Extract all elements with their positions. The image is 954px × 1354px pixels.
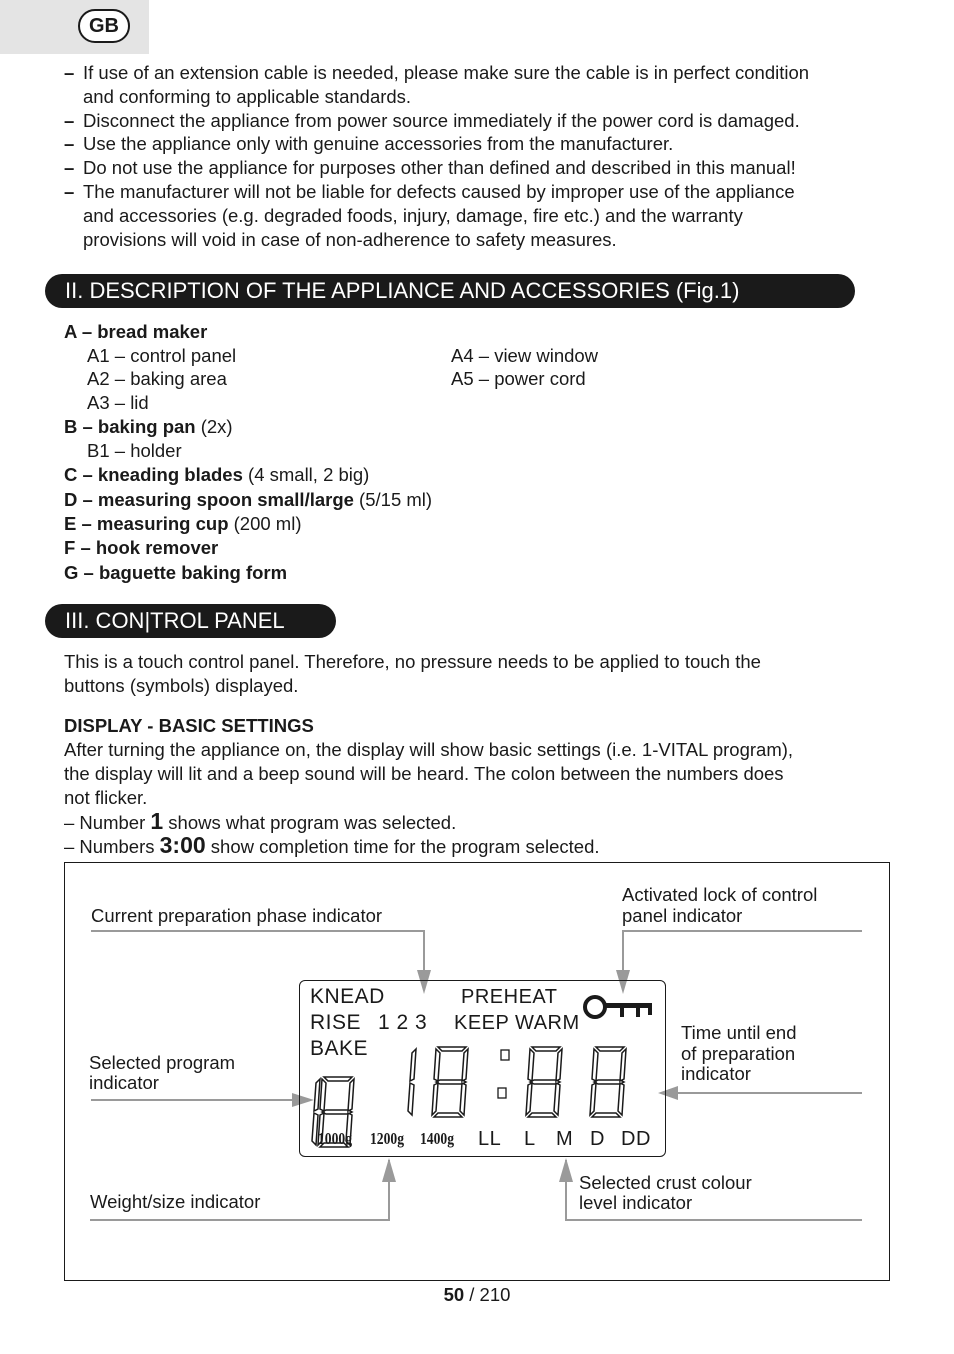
part-g: G – baguette baking form	[64, 562, 288, 583]
intro-line: This is a touch control panel. Therefore, no pressure needs to be applied to touch the	[64, 651, 761, 672]
label-time-indicator: of preparation	[681, 1043, 796, 1064]
section-heading-description: II. DESCRIPTION OF THE APPLIANCE AND ACCESSORIES (Fig.1)	[45, 274, 855, 308]
page-current: 50	[443, 1284, 465, 1305]
page-total: / 210	[464, 1284, 511, 1305]
bullet-dash: –	[64, 110, 75, 131]
intro-line: buttons (symbols) displayed.	[64, 675, 299, 696]
part-b-heading: B – baking pan	[64, 416, 196, 437]
crust-l: L	[524, 1128, 536, 1150]
bullet-text: provisions will void in case of non-adherence to safety measures.	[83, 229, 617, 250]
weight-1400g: 1400g	[420, 1129, 454, 1148]
part-c-heading: C – kneading blades	[64, 464, 243, 485]
display-settings-heading: DISPLAY - BASIC SETTINGS	[64, 715, 314, 736]
time-digit-3	[526, 1047, 562, 1117]
bullet-text: and accessories (e.g. degraded foods, injury, damage, fire etc.) and the warranty	[83, 205, 743, 226]
bullet-text: Disconnect the appliance from power source immediately if the power cord is damaged.	[83, 110, 800, 131]
colon-top	[501, 1050, 509, 1060]
bullet-text: Do not use the appliance for purposes other than defined and described in this manual!	[83, 157, 796, 178]
part-e-heading: E – measuring cup	[64, 513, 229, 534]
display-line: not flicker.	[64, 787, 148, 808]
bullet-text: Use the appliance only with genuine accessories from the manufacturer.	[83, 133, 674, 154]
page-number	[0, 1284, 954, 1306]
bullet-dash: –	[64, 62, 75, 83]
part-f: F – hook remover	[64, 537, 219, 558]
numbers-pre: – Numbers	[64, 836, 160, 857]
part-b-note: (2x)	[195, 416, 233, 437]
numbers-big: 3:00	[159, 832, 206, 858]
lcd-display	[299, 980, 666, 1157]
lcd-rise-numbers: 1 2 3	[378, 1011, 428, 1034]
label-time-indicator: Time until end	[681, 1022, 797, 1043]
section-heading-control-panel: III. CON|TROL PANEL	[45, 604, 336, 638]
part-a-heading: A – bread maker	[64, 321, 208, 342]
part-d-note: (5/15 ml)	[353, 489, 433, 510]
number-big: 1	[150, 808, 164, 834]
lcd-knead: KNEAD	[310, 985, 385, 1008]
weight-1200g: 1200g	[370, 1129, 404, 1148]
label-crust-indicator: Selected crust colour	[579, 1172, 752, 1193]
label-program-indicator: Selected program	[89, 1052, 236, 1073]
number-post: shows what program was selected.	[163, 812, 457, 833]
part-d-heading: D – measuring spoon small/large	[64, 489, 354, 510]
label-phase-indicator: Current preparation phase indicator	[91, 905, 383, 926]
time-digit-2	[432, 1047, 468, 1117]
time-digit-1	[408, 1049, 416, 1115]
lcd-bake: BAKE	[310, 1037, 369, 1060]
bullet-dash: –	[64, 157, 75, 178]
label-program-indicator: indicator	[89, 1072, 159, 1093]
label-lock-indicator: Activated lock of control	[622, 884, 818, 905]
display-line: the display will lit and a beep sound will be heard. The colon between the numbers does	[64, 763, 784, 784]
colon-bottom	[498, 1088, 506, 1098]
part-e-note: (200 ml)	[228, 513, 302, 534]
crust-d: D	[590, 1128, 605, 1150]
bullet-text: If use of an extension cable is needed, please make sure the cable is in perfect condition	[83, 62, 810, 83]
bullet-text: and conforming to applicable standards.	[83, 86, 412, 107]
label-time-indicator: indicator	[681, 1063, 751, 1084]
time-digit-4	[590, 1047, 626, 1117]
label-lock-indicator: panel indicator	[622, 905, 743, 926]
crust-m: M	[556, 1128, 574, 1150]
language-badge: GB	[78, 9, 130, 43]
display-line: After turning the appliance on, the display will show basic settings (i.e. 1-VITAL program),	[64, 739, 794, 760]
label-weight-indicator: Weight/size indicator	[90, 1191, 261, 1212]
lcd-rise: RISE	[310, 1011, 362, 1034]
part-b1: B1 – holder	[87, 440, 182, 461]
numbers-post: show completion time for the program selected.	[205, 836, 600, 857]
lcd-preheat: PREHEAT	[461, 986, 558, 1008]
part-a3: A3 – lid	[87, 392, 149, 413]
part-a5: A5 – power cord	[451, 368, 586, 389]
crust-dd: DD	[621, 1128, 651, 1150]
weight-1000g: 1000g	[318, 1129, 352, 1148]
part-a2: A2 – baking area	[87, 368, 227, 389]
bullet-dash: –	[64, 181, 75, 202]
label-crust-indicator: level indicator	[579, 1192, 693, 1213]
lcd-keep-warm: KEEP WARM	[454, 1012, 580, 1034]
part-c-note: (4 small, 2 big)	[242, 464, 370, 485]
bullet-dash: –	[64, 133, 75, 154]
bullet-text: The manufacturer will not be liable for defects caused by improper use of the appliance	[83, 181, 795, 202]
part-a1: A1 – control panel	[87, 345, 237, 366]
part-a4: A4 – view window	[451, 345, 599, 366]
number-pre: – Number	[64, 812, 151, 833]
crust-ll: LL	[478, 1128, 502, 1150]
